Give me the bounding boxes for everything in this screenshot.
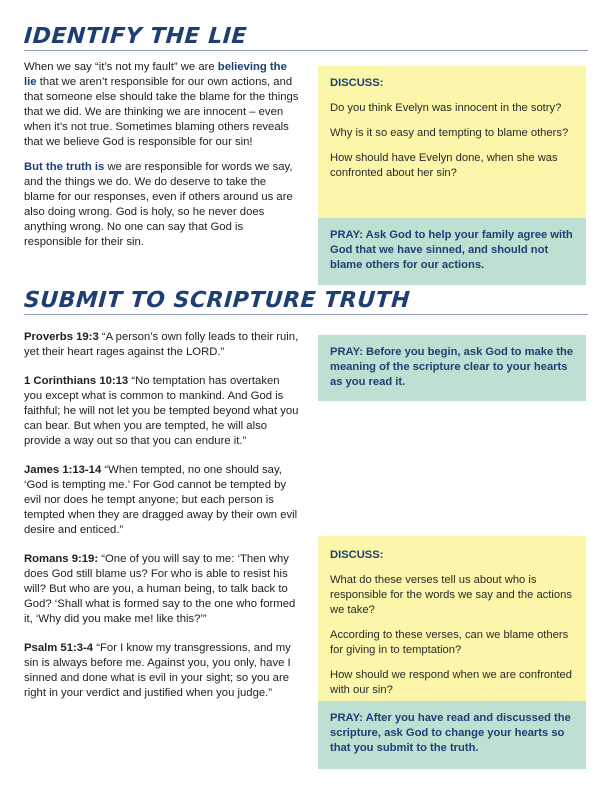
discuss-question: According to these verses, can we blame others for giving in to temptation? bbox=[330, 629, 569, 656]
pray-label: PRAY: bbox=[330, 229, 363, 241]
pray-body: After you have read and discussed the scripture, ask God to change your hearts so that you submit to the truth. bbox=[330, 712, 571, 754]
discuss-question: How should we respond when we are confronted with our sin? bbox=[330, 669, 572, 696]
pray-body: Ask God to help your family agree with God that we have sinned, and should not blame others for our actions. bbox=[330, 229, 573, 271]
scripture-list bbox=[24, 330, 299, 711]
verse-proverbs bbox=[24, 330, 299, 360]
verse-1-corinthians bbox=[24, 374, 299, 449]
verse-reference: Romans 9:19: bbox=[24, 553, 99, 565]
pray-text bbox=[330, 228, 574, 273]
verse-text: “For I know my transgressions, and my sin is always before me. Against you, you only, have I sinned and done what is evil in your sight; so you are right in your verdict and justified when you judge.” bbox=[24, 642, 291, 699]
highlight-believing-the-lie: believing the lie bbox=[24, 61, 287, 88]
verse-romans bbox=[24, 552, 299, 627]
verse-text: “One of you will say to me: ‘Then why does God still blame us? For who is able to resist his will? But who are you, a human being, to talk back to God? ‘Shall what is formed say to the one who formed it, ‘Why did you make me! like this?’” bbox=[24, 553, 296, 625]
discuss-question: What do these verses tell us about who is responsible for the words we say and the actions we take? bbox=[330, 574, 572, 616]
verse-reference: 1 Corinthians 10:13 bbox=[24, 375, 129, 387]
pray-box-1 bbox=[318, 218, 586, 285]
section-heading-identify-the-lie: IDENTIFY THE LIE bbox=[23, 24, 248, 49]
discuss-label: DISCUSS: bbox=[330, 77, 384, 89]
discuss-question: Do you think Evelyn was innocent in the sotry? bbox=[330, 102, 562, 114]
verse-text: “When tempted, no one should say, ‘God is tempting me.’ For God cannot be tempted by evil nor does he tempt anyone; but each person is tempted when they are dragged away by their own evil desire and enticed.” bbox=[24, 464, 298, 536]
discuss-question: How should have Evelyn done, when she was confronted about her sin? bbox=[330, 152, 558, 179]
verse-psalm bbox=[24, 641, 299, 701]
pray-body: Before you begin, ask God to make the meaning of the scripture clear to your hearts as you read it. bbox=[330, 346, 574, 388]
discuss-question: Why is it so easy and tempting to blame others? bbox=[330, 127, 569, 139]
discuss-label: DISCUSS: bbox=[330, 549, 384, 561]
text-run: that we aren’t responsible for our own actions, and that someone else should take the blame for the things that we did. We are thinking we are innocent – even when it’s not true. Sometimes blaming others reveals that we believe God is responsible for our sin! bbox=[24, 76, 299, 148]
text-run: we are responsible for words we say, and the things we do. We do deserve to take the blame for our responses, even if others around us are also doing wrong. God is holy, so he never does anything wrong. No one can say that God is responsible for their sin. bbox=[24, 161, 293, 248]
section-divider bbox=[24, 314, 588, 315]
pray-text bbox=[330, 711, 574, 756]
verse-james bbox=[24, 463, 299, 538]
highlight-but-the-truth-is: But the truth is bbox=[24, 161, 105, 173]
pray-box-2 bbox=[318, 335, 586, 401]
text-run: When we say “it’s not my fault” we are bbox=[24, 61, 218, 73]
pray-label: PRAY: bbox=[330, 712, 363, 724]
section-heading-submit-to-scripture-truth: SUBMIT TO SCRIPTURE TRUTH bbox=[23, 288, 411, 313]
paragraph-the-truth bbox=[24, 160, 299, 250]
lie-explanation bbox=[24, 60, 299, 260]
verse-reference: James 1:13-14 bbox=[24, 464, 102, 476]
pray-box-3 bbox=[318, 701, 586, 769]
pray-text bbox=[330, 345, 574, 390]
pray-label: PRAY: bbox=[330, 346, 363, 358]
discuss-box-1 bbox=[318, 66, 586, 218]
paragraph-believing-the-lie bbox=[24, 60, 299, 150]
verse-text: “A person’s own folly leads to their ruin, yet their heart rages against the LORD.” bbox=[24, 331, 299, 358]
verse-reference: Proverbs 19:3 bbox=[24, 331, 99, 343]
verse-reference: Psalm 51:3-4 bbox=[24, 642, 94, 654]
verse-text: “No temptation has overtaken you except what is common to mankind. And God is faithful; he will not let you be tempted beyond what you can bear. But when you are tempted, he will also provide a way out so that you can endure it.” bbox=[24, 375, 299, 447]
discuss-box-2 bbox=[318, 536, 586, 701]
section-divider bbox=[24, 50, 588, 51]
